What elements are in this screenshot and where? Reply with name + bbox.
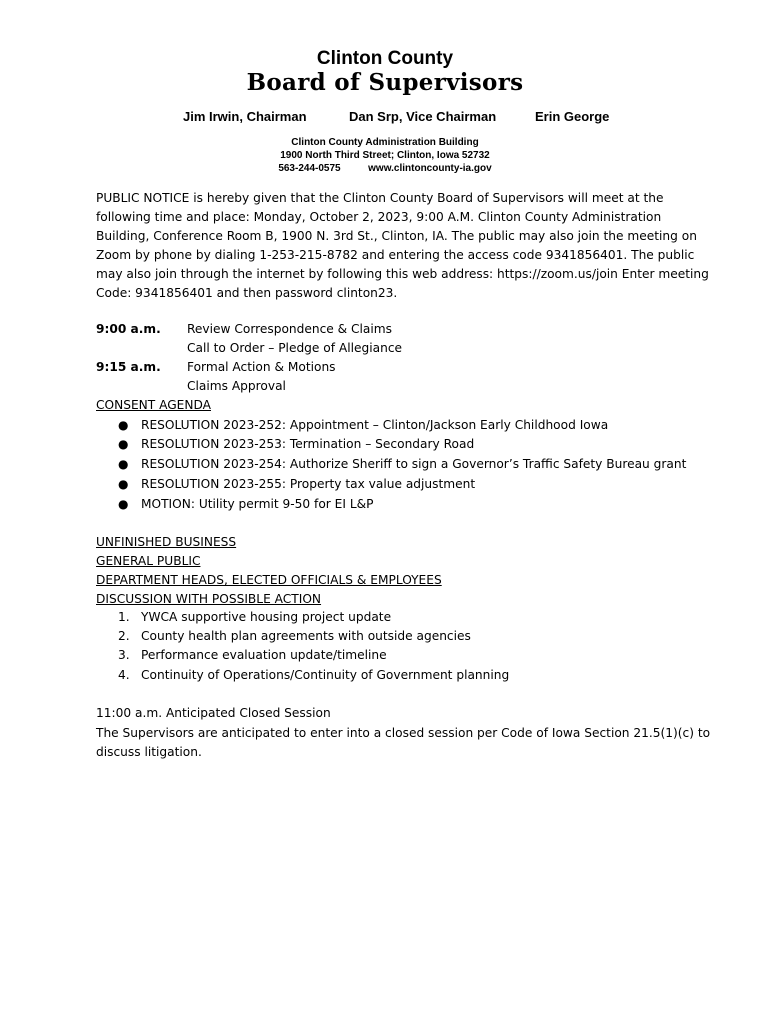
section-heading: DISCUSSION WITH POSSIBLE ACTION <box>96 592 322 606</box>
section-heading: DEPARTMENT HEADS, ELECTED OFFICIALS & EMPLOYEES <box>96 573 442 587</box>
schedule-time: 9:15 a.m. <box>96 360 161 374</box>
closed-session-time: 11:00 a.m. Anticipated Closed Session <box>96 706 331 720</box>
list-number: 2. <box>118 629 130 643</box>
discussion-item: Continuity of Operations/Continuity of Government planning <box>141 668 510 682</box>
consent-item: RESOLUTION 2023-255: Property tax value adjustment <box>141 477 476 491</box>
bullet-icon: ● <box>118 477 129 491</box>
schedule-item: Claims Approval <box>187 379 286 393</box>
bullet-icon: ● <box>118 418 129 432</box>
consent-item: MOTION: Utility permit 9-50 for EI L&P <box>141 497 374 511</box>
schedule-time: 9:00 a.m. <box>96 322 161 336</box>
official-member: Erin George <box>535 109 610 124</box>
official-chairman: Jim Irwin, Chairman <box>183 109 307 124</box>
consent-item: RESOLUTION 2023-253: Termination – Secondary Road <box>141 437 475 451</box>
board-title: Board of Supervisors <box>246 69 524 96</box>
section-heading: UNFINISHED BUSINESS <box>96 535 237 549</box>
county-title: Clinton County <box>316 48 454 69</box>
schedule-item: Call to Order – Pledge of Allegiance <box>187 341 403 355</box>
schedule-item: Formal Action & Motions <box>187 360 336 374</box>
closed-session-text: The Supervisors are anticipated to enter into a closed session per Code of Iowa Section 21.5(1)(c) to discuss litigation. <box>96 726 711 759</box>
discussion-item: County health plan agreements with outside agencies <box>141 629 471 643</box>
contact-line <box>0 163 770 174</box>
discussion-item: YWCA supportive housing project update <box>141 610 392 624</box>
discussion-item: Performance evaluation update/timeline <box>141 648 387 662</box>
official-vice-chairman: Dan Srp, Vice Chairman <box>349 109 497 124</box>
bullet-icon: ● <box>118 457 129 471</box>
phone-number: 563-244-0575 <box>278 163 341 174</box>
list-number: 4. <box>118 668 130 682</box>
building-name: Clinton County Administration Building <box>291 137 479 148</box>
consent-item: RESOLUTION 2023-252: Appointment – Clinton/Jackson Early Childhood Iowa <box>141 418 609 432</box>
consent-agenda-heading: CONSENT AGENDA <box>96 398 211 412</box>
list-number: 3. <box>118 648 130 662</box>
consent-item: RESOLUTION 2023-254: Authorize Sheriff to sign a Governor’s Traffic Safety Bureau grant <box>141 457 687 471</box>
list-number: 1. <box>118 610 130 624</box>
schedule-item: Review Correspondence & Claims <box>187 322 393 336</box>
website-link[interactable]: www.clintoncounty-ia.gov <box>368 163 492 174</box>
bullet-icon: ● <box>118 437 129 451</box>
public-notice: PUBLIC NOTICE is hereby given that the Clinton County Board of Supervisors will meet at the following time and place: Monday, October 2, 2023, 9:00 A.M. Clinton County Administration Building, Conference Room B, 1900 N. 3rd St., Clinton, IA. The public may also join the meeting on Zoom by phone by dialing 1-253-215-8782 and entering the access code 9341856401. The public may also join through the internet by following this web address: https://zoom.us/join Enter meeting Code: 9341856401 and then password clinton23. <box>96 191 709 300</box>
bullet-icon: ● <box>118 497 129 511</box>
section-heading: GENERAL PUBLIC <box>96 554 201 568</box>
street-address: 1900 North Third Street; Clinton, Iowa 52732 <box>280 150 490 161</box>
